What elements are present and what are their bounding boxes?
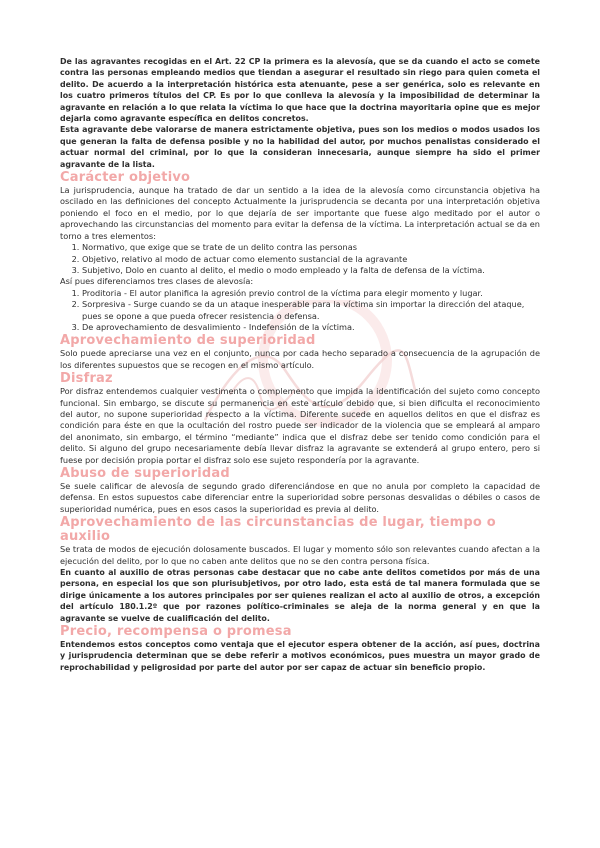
precio-paragraph: Entendemos estos conceptos como ventaja que el ejecutor espera obtener de la acción, así pues, doctrina y jurisprudencia determinan que se debe referir a motivos económicos, pues muestra un mayor grado de reprochabilidad y peligrosidad por parte del autor por ser capaz de actuar sin beneficio propio. [60, 640, 540, 672]
circunstancias-section [60, 516, 540, 567]
abuso-paragraph: Se suele calificar de alevosía de segundo grado diferenciándose en que no anula por completo la capacidad de defensa. En estos supuestos cabe diferenciar entre la superioridad sobre personas desvalidas o débiles o casos de superioridad numérica, pues en esos casos la superioridad es previa al delito. [60, 481, 540, 514]
abuso-section [60, 467, 540, 515]
list-item: 2. Objetivo, relativo al modo de actuar como elemento sustancial de la agravante [82, 254, 540, 265]
disfraz-paragraph: Por disfraz entendemos cualquier vestimenta o complemento que impida la identificación del sujeto como concepto funcional. Sin embargo, se discute su permanencia en este artículo debido que, si bien dificulta el reconocimiento del autor, no supone superioridad respecto a la víctima. Diferente sucede en aquellos delitos en que el disfraz es condición para éste en que la ocultación del rostro puede ser indicador de la violencia que se empleará al amparo del anonimato, sin embargo, el término “mediante” indica que el disfraz debe ser tenido como condición para el delito. Si alguno del grupo necesariamente debía llevar disfraz la agravante se extenderá al grupo entero, pero si fuese por decisión propia portar el disfraz solo ese sujeto respondería por la agravante. [60, 386, 540, 465]
intro-section [60, 56, 540, 170]
abuso-heading: Abuso de superioridad [60, 466, 230, 481]
list-item: 1. Proditoria - El autor planifica la agresión previo control de la víctima para elegir momento y lugar. [82, 288, 540, 299]
circunstancias-paragraph-2: En cuanto al auxilio de otras personas cabe destacar que no cabe ante delitos cometidos por más de una persona, en especial los que son plurisubjetivos, por otro lado, esta está de tal manera formulada que se dirige únicamente a los autores principales por ser quienes realizan el acto al auxilio de otros, a excepción del artículo 180.1.2º que por razones político-criminales se aleja de la norma general y en que la agravante se vuelve de cualificación del delito. [60, 568, 540, 623]
elements-list [60, 242, 540, 276]
aprovechamiento-section [60, 334, 540, 371]
precio-section [60, 625, 540, 673]
caracter-heading: Carácter objetivo [60, 170, 191, 186]
list-item: 2. Sorpresiva - Surge cuando se da un ataque inesperable para la víctima sin importar la dirección del ataque, pues se opone a que pueda ofrecer resistencia o defensa. [82, 299, 540, 322]
caracter-paragraph-1: La jurisprudencia, aunque ha tratado de dar un sentido a la idea de la alevosía como circunstancia objetiva ha oscilado en las definiciones del concepto Actualmente la jurisprudencia se decanta por una interpretación objetiva poniendo el foco en el medio, por lo que dejaría de ser importante que fuese algo meditado por el autor o aprovechando las circunstancias del momento para evitar la defensa de la víctima. La interpretación actual se da en torno a tres elementos: [60, 185, 540, 241]
aprovechamiento-paragraph: Solo puede apreciarse una vez en el conjunto, nunca por cada hecho separado a consecuencia de la agrupación de los diferentes supuestos que se recogen en el mismo artículo. [60, 348, 540, 370]
list-item: 1. Normativo, que exige que se trate de un delito contra las personas [82, 242, 540, 253]
circunstancias-bold-section [60, 567, 540, 624]
circunstancias-paragraph-1: Se trata de modos de ejecución dolosamente buscados. El lugar y momento sólo son relevantes cuando afectan a la ejecución del delito, por lo que no caben ante delitos que no se den contra persona física. [60, 544, 540, 566]
document-page [60, 56, 540, 673]
disfraz-heading: Disfraz [60, 371, 113, 387]
list-item: 3. Subjetivo, Dolo en cuanto al delito, el medio o modo empleado y la falta de defensa de la víctima. [82, 265, 540, 276]
aprovechamiento-heading: Aprovechamiento de superioridad [60, 333, 316, 349]
precio-heading: Precio, recompensa o promesa [60, 624, 292, 640]
caracter-section [60, 171, 540, 333]
intro-paragraph-2: Esta agravante debe valorarse de manera estrictamente objetiva, pues son los medios o modos usados los que generan la falta de defensa posible y no la habilidad del autor, por muchos penalistas considerado el actuar normal del criminal, por lo que la consideran innecesaria, aunque siempre ha sido el primer agravante de la lista. [60, 125, 540, 169]
classes-list [60, 288, 540, 334]
intro-paragraph-1: De las agravantes recogidas en el Art. 22 CP la primera es la alevosía, que se da cuando el acto se comete contra las personas empleando medios que tiendan a asegurar el resultado sin riego para quien cometa el delito. De acuerdo a la interpretación histórica esta atenuante, pese a ser genérica, solo es relevante en los cuatro primeros títulos del CP. Es por lo que conlleva la alevosía y la imposibilidad de determinar la agravante en relación a lo que relata la víctima lo que hace que la doctrina mayoritaria opine que es mejor dejarla como agravante específica en delitos concretos. [60, 57, 540, 124]
caracter-paragraph-2: Así pues diferenciamos tres clases de alevosía: [60, 276, 254, 287]
list-item: 3. De aprovechamiento de desvalimiento - Indefensión de la víctima. [82, 322, 540, 333]
circunstancias-heading: Aprovechamiento de las circunstancias de lugar, tiempo o auxilio [60, 515, 496, 545]
disfraz-section [60, 372, 540, 466]
